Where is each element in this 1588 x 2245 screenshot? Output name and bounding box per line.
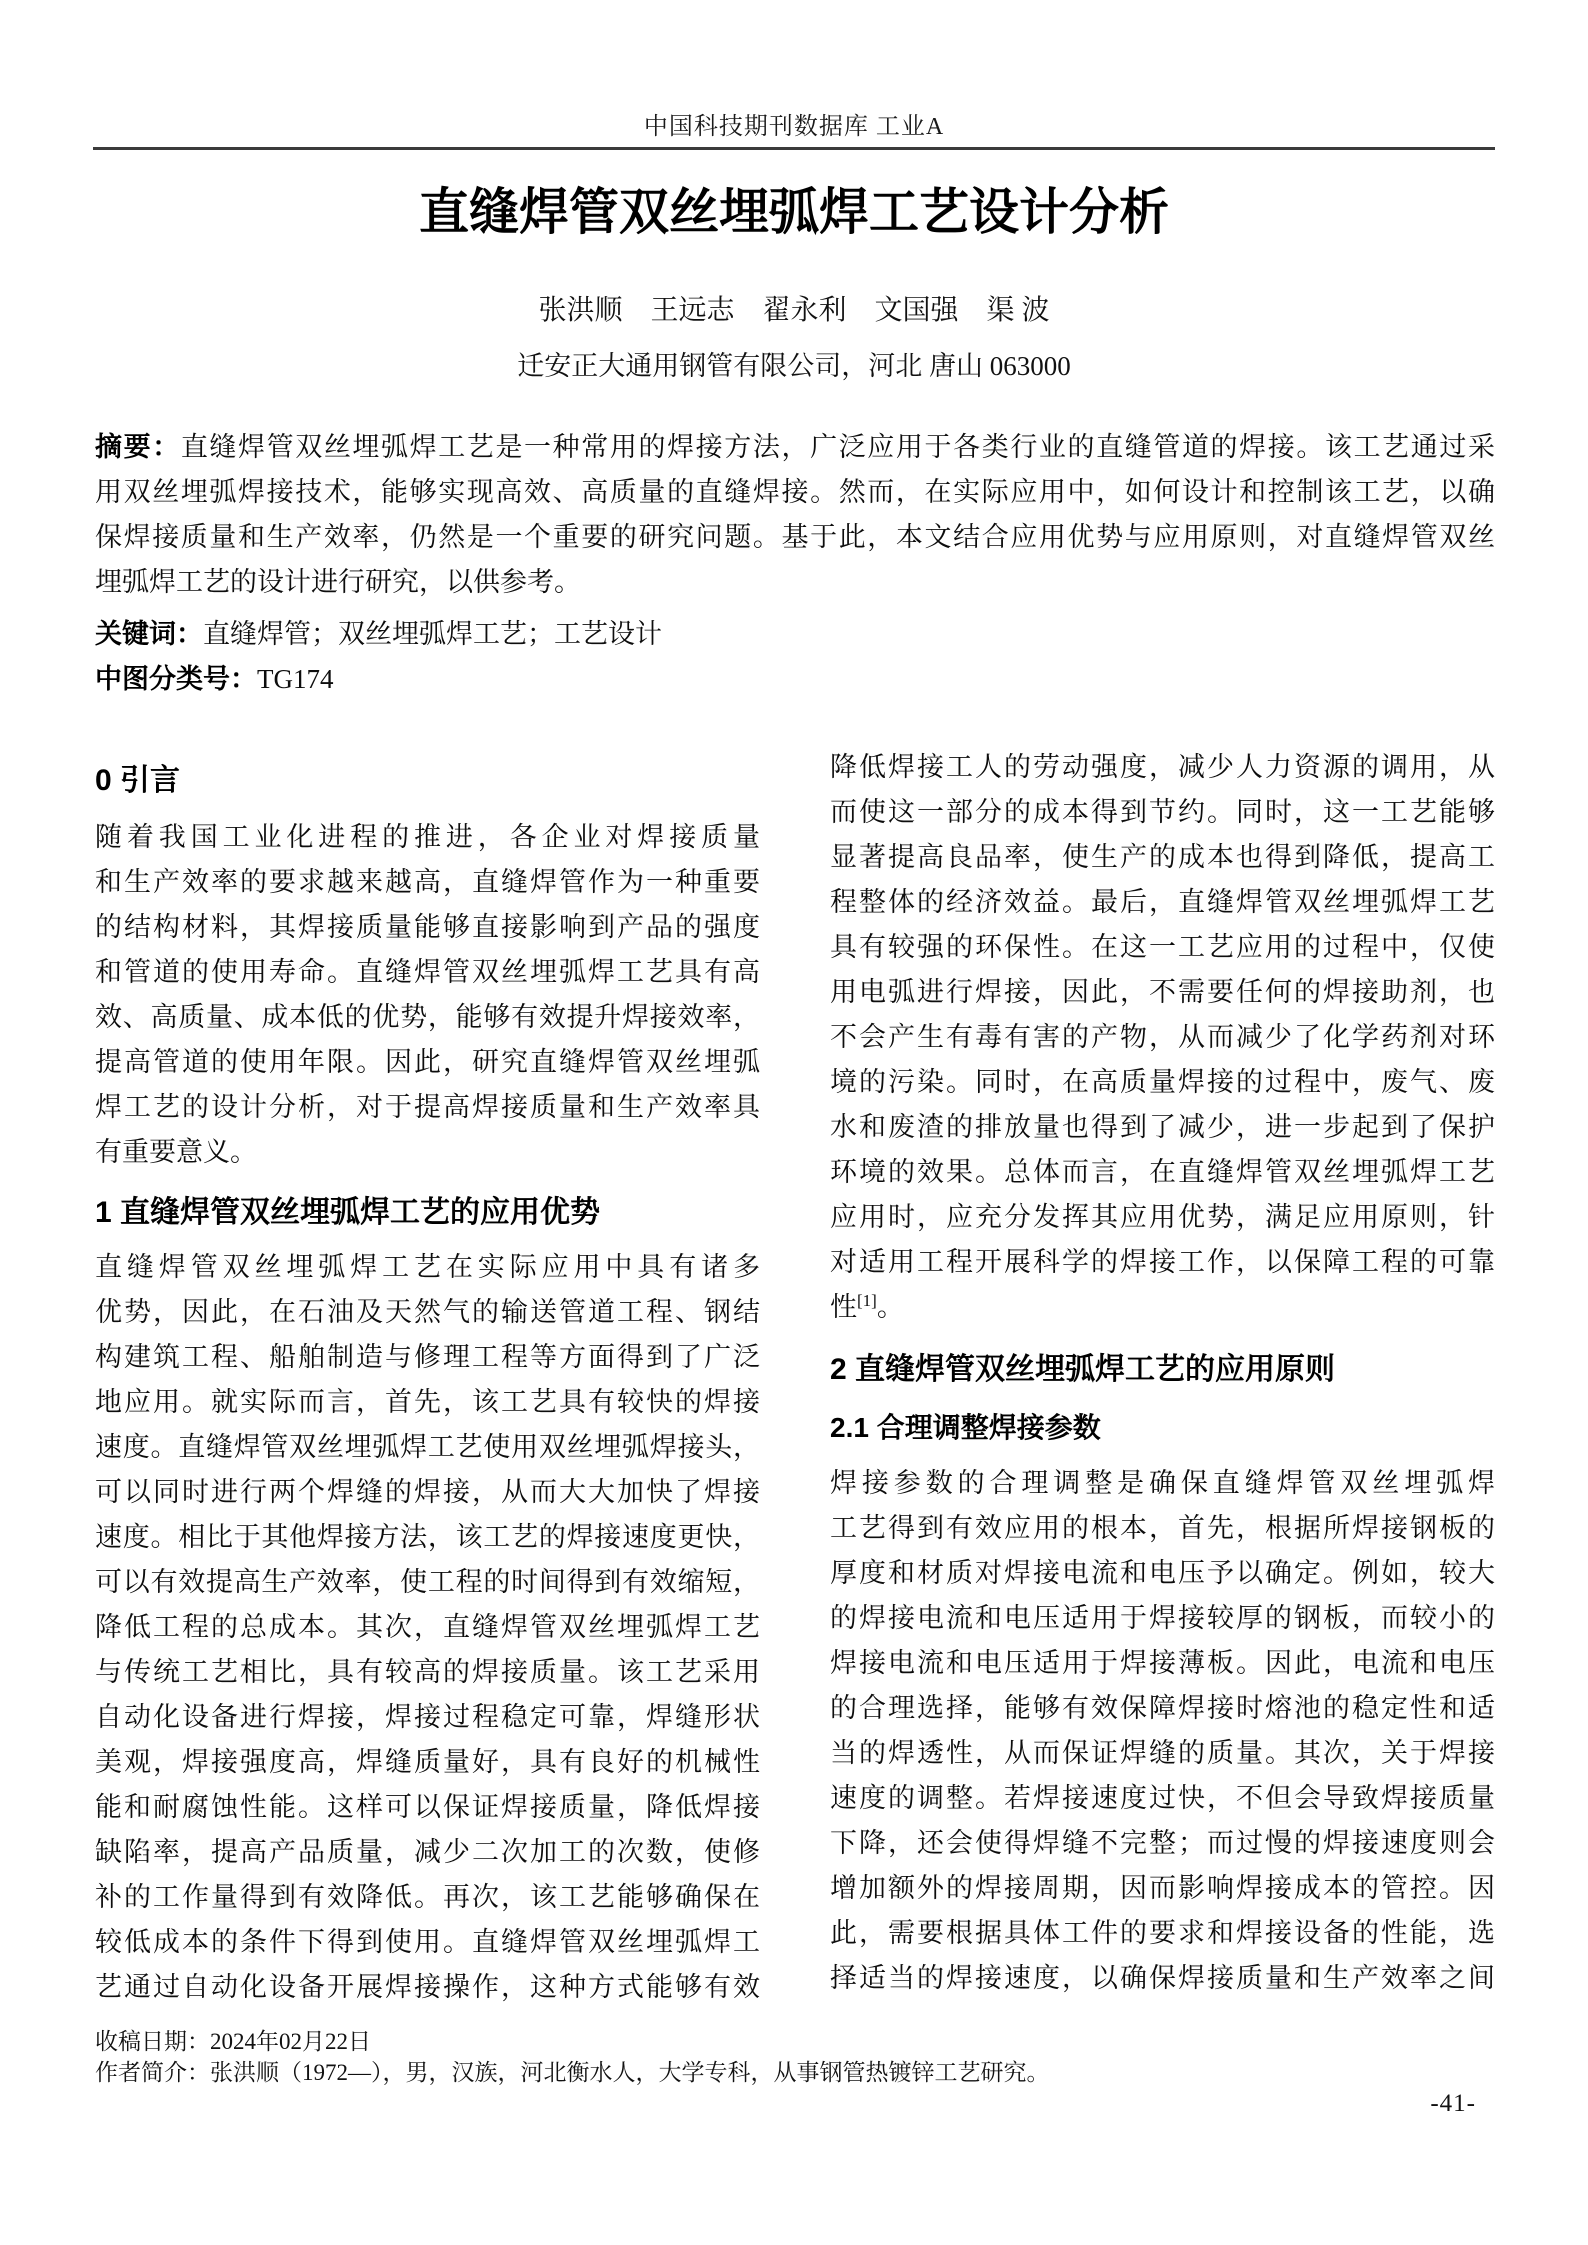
- text-line: 效、高质量、成本低的优势，能够有效提升焊接效率，: [95, 1002, 760, 1032]
- citation-marker-1: [1]: [857, 1291, 877, 1310]
- text-line: 和生产效率的要求越来越高，直缝焊管作为一种重要: [95, 867, 760, 897]
- text-line: 与传统工艺相比，具有较高的焊接质量。该工艺采用: [95, 1657, 760, 1687]
- journal-header: 中国科技期刊数据库 工业A: [643, 114, 945, 140]
- clc-value: TG174: [257, 664, 334, 694]
- text-line: 对适用工程开展科学的焊接工作，以保障工程的可靠: [830, 1247, 1495, 1277]
- text-line: 应用时，应充分发挥其应用优势，满足应用原则，针: [830, 1202, 1495, 1232]
- author-bio: 作者简介：张洪顺（1972—），男，汉族，河北衡水人，大学专科，从事钢管热镀锌工艺研究。: [95, 2060, 1050, 2085]
- text-line: 能和耐腐蚀性能。这样可以保证焊接质量，降低焊接: [95, 1792, 760, 1822]
- text-line: 环境的效果。总体而言，在直缝焊管双丝埋弧焊工艺: [830, 1157, 1495, 1187]
- abstract-lines: [95, 470, 1495, 605]
- section-0-heading: 0 引言: [95, 764, 181, 797]
- text-line: 下降，还会使得焊缝不完整；而过慢的焊接速度则会: [830, 1828, 1495, 1858]
- right-column: [830, 745, 1495, 2010]
- text-line: 焊工艺的设计分析，对于提高焊接质量和生产效率具: [95, 1092, 760, 1122]
- body-columns: [95, 745, 1495, 2010]
- text-line: 有重要意义。: [95, 1137, 257, 1167]
- text-line: 水和废渣的排放量也得到了减少，进一步起到了保护: [830, 1112, 1495, 1142]
- page-number: -41-: [1430, 2090, 1476, 2117]
- text-line: 程整体的经济效益。最后，直缝焊管双丝埋弧焊工艺: [830, 887, 1495, 917]
- abstract-line: [95, 425, 1495, 470]
- text-line: 可以有效提高生产效率，使工程的时间得到有效缩短，: [95, 1567, 760, 1597]
- text-line: 构建筑工程、船舶制造与修理工程等方面得到了广泛: [95, 1342, 760, 1372]
- header-divider: [93, 147, 1495, 150]
- section-2-1-paragraph: [830, 1461, 1495, 2001]
- section-1-paragraph: [95, 1245, 760, 2010]
- text-line: 焊接参数的合理调整是确保直缝焊管双丝埋弧焊: [830, 1468, 1495, 1498]
- text-line: 随着我国工业化进程的推进，各企业对焊接质量: [95, 822, 760, 852]
- text-line: 的焊接电流和电压适用于焊接较厚的钢板，而较小的: [830, 1603, 1495, 1633]
- section-2-heading: 2 直缝焊管双丝埋弧焊工艺的应用原则: [830, 1353, 1336, 1386]
- abstract-line: 埋弧焊工艺的设计进行研究，以供参考。: [95, 567, 581, 597]
- text-line: 而使这一部分的成本得到节约。同时，这一工艺能够: [830, 797, 1495, 827]
- text-line: 的结构材料，其焊接质量能够直接影响到产品的强度: [95, 912, 760, 942]
- section-2-1-heading: 2.1 合理调整焊接参数: [830, 1412, 1101, 1443]
- section-1-heading: 1 直缝焊管双丝埋弧焊工艺的应用优势: [95, 1196, 601, 1229]
- text-line: 自动化设备进行焊接，焊接过程稳定可靠，焊缝形状: [95, 1702, 760, 1732]
- footnote-block: [95, 2026, 1495, 2088]
- text-line: 优势，因此，在石油及天然气的输送管道工程、钢结: [95, 1297, 760, 1327]
- text-line: 的合理选择，能够有效保障焊接时熔池的稳定性和适: [830, 1693, 1495, 1723]
- text-line: 可以同时进行两个焊缝的焊接，从而大大加快了焊接: [95, 1477, 760, 1507]
- text-line: 不会产生有毒有害的产物，从而减少了化学药剂对环: [830, 1022, 1495, 1052]
- text-line: 此，需要根据具体工件的要求和焊接设备的性能，选: [830, 1918, 1495, 1948]
- text-line: 当的焊透性，从而保证焊缝的质量。其次，关于焊接: [830, 1738, 1495, 1768]
- text-line: 用电弧进行焊接，因此，不需要任何的焊接助剂，也: [830, 977, 1495, 1007]
- text-line: 补的工作量得到有效降低。再次，该工艺能够确保在: [95, 1882, 760, 1912]
- text-line: 直缝焊管双丝埋弧焊工艺在实际应用中具有诸多: [95, 1252, 760, 1282]
- text-line: 择适当的焊接速度，以确保焊接质量和生产效率之间: [830, 1963, 1495, 1993]
- abstract-line: 保焊接质量和生产效率，仍然是一个重要的研究问题。基于此，本文结合应用优势与应用原则，对直缝焊管双丝: [95, 522, 1495, 552]
- text-line: 具有较强的环保性。在这一工艺应用的过程中，仅使: [830, 932, 1495, 962]
- abstract-line: 用双丝埋弧焊接技术，能够实现高效、高质量的直缝焊接。然而，在实际应用中，如何设计和控制该工艺，以确: [95, 477, 1495, 507]
- text-line: 较低成本的条件下得到使用。直缝焊管双丝埋弧焊工: [95, 1927, 760, 1957]
- abstract-block: [95, 425, 1495, 605]
- clc-line: [95, 657, 1495, 702]
- text-line: 降低工程的总成本。其次，直缝焊管双丝埋弧焊工艺: [95, 1612, 760, 1642]
- authors-line: 张洪顺 王远志 翟永利 文国强 渠 波: [538, 295, 1050, 326]
- text-line: 提高管道的使用年限。因此，研究直缝焊管双丝埋弧: [95, 1047, 760, 1077]
- text-line: 显著提高良品率，使生产的成本也得到降低，提高工: [830, 842, 1495, 872]
- text-line: 美观，焊接强度高，焊缝质量好，具有良好的机械性: [95, 1747, 760, 1777]
- received-date: 收稿日期：2024年02月22日: [95, 2029, 371, 2054]
- section-1-paragraph-continued: [830, 745, 1495, 1285]
- left-column: [95, 745, 760, 2010]
- keywords-label: 关键词：: [95, 619, 203, 649]
- intro-paragraph: [95, 815, 760, 1175]
- keywords-line: [95, 612, 1495, 657]
- text-line: 地应用。就实际而言，首先，该工艺具有较快的焊接: [95, 1387, 760, 1417]
- text-line: 速度的调整。若焊接速度过快，不但会导致焊接质量: [830, 1783, 1495, 1813]
- text-line: 工艺得到有效应用的根本，首先，根据所焊接钢板的: [830, 1513, 1495, 1543]
- text-line: 速度。相比于其他焊接方法，该工艺的焊接速度更快，: [95, 1522, 760, 1552]
- reference-line-text: 性: [830, 1292, 857, 1322]
- reference-line-end: 。: [876, 1292, 904, 1322]
- affiliation-line: 迁安正大通用钢管有限公司，河北 唐山 063000: [517, 351, 1071, 381]
- text-line: 缺陷率，提高产品质量，减少二次加工的次数，使修: [95, 1837, 760, 1867]
- text-line: 和管道的使用寿命。直缝焊管双丝埋弧焊工艺具有高: [95, 957, 760, 987]
- text-line: 增加额外的焊接周期，因而影响焊接成本的管控。因: [830, 1873, 1495, 1903]
- text-line: 艺通过自动化设备开展焊接操作，这种方式能够有效: [95, 1972, 760, 2002]
- text-line: 境的污染。同时，在高质量焊接的过程中，废气、废: [830, 1067, 1495, 1097]
- text-line: 厚度和材质对焊接电流和电压予以确定。例如，较大: [830, 1558, 1495, 1588]
- text-line: 焊接电流和电压适用于焊接薄板。因此，电流和电压: [830, 1648, 1495, 1678]
- abstract-label: 摘要：: [95, 432, 181, 462]
- reference-line: [830, 1285, 1495, 1330]
- clc-label: 中图分类号：: [95, 664, 257, 694]
- text-line: 速度。直缝焊管双丝埋弧焊工艺使用双丝埋弧焊接头，: [95, 1432, 760, 1462]
- keywords-text: 直缝焊管；双丝埋弧焊工艺；工艺设计: [203, 619, 662, 649]
- article-title: 直缝焊管双丝埋弧焊工艺设计分析: [419, 184, 1169, 240]
- text-line: 降低焊接工人的劳动强度，减少人力资源的调用，从: [830, 752, 1495, 782]
- abstract-text: 直缝焊管双丝埋弧焊工艺是一种常用的焊接方法，广泛应用于各类行业的直缝管道的焊接。该工艺通过采: [180, 432, 1495, 462]
